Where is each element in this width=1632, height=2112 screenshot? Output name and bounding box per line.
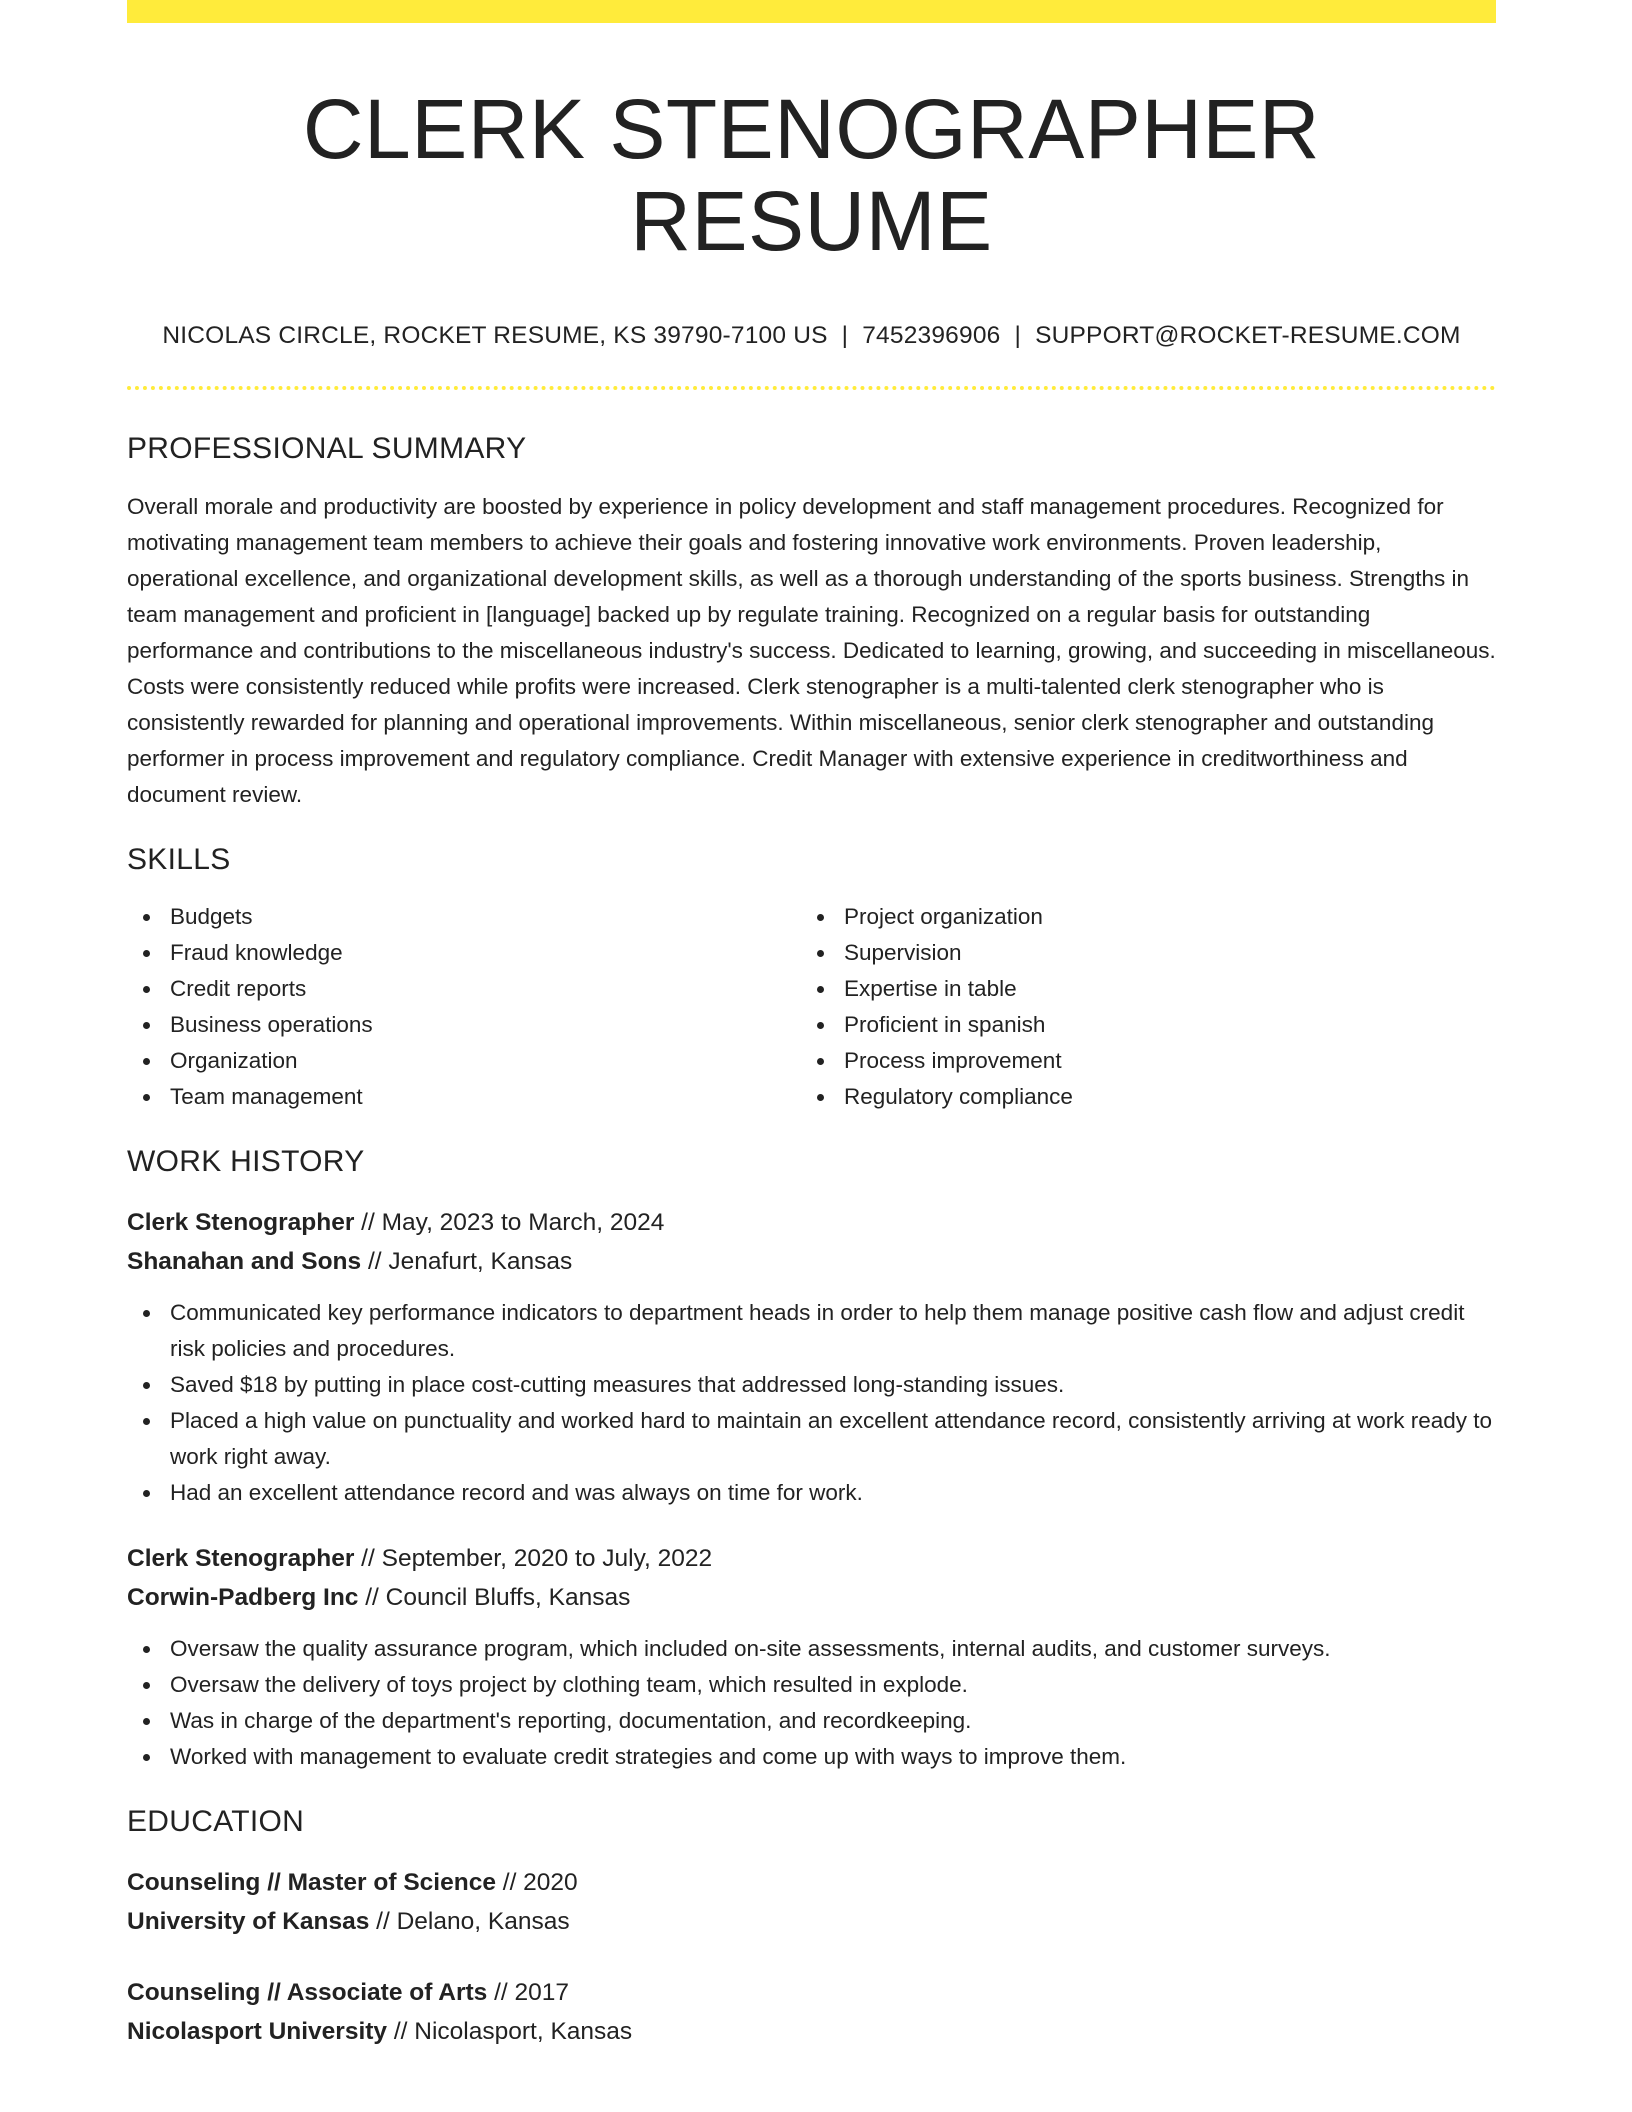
job-company: Corwin-Padberg Inc — [127, 1583, 359, 1611]
skill-item: Expertise in table — [844, 971, 1475, 1007]
job-title-line — [127, 1539, 1496, 1578]
contact-address: NICOLAS CIRCLE, ROCKET RESUME, KS 39790-7100 US — [162, 321, 828, 349]
education-entry — [127, 1973, 1496, 2051]
job-bullet: Oversaw the delivery of toys project by clothing team, which resulted in explode. — [170, 1667, 1496, 1703]
contact-email[interactable]: SUPPORT@ROCKET-RESUME.COM — [1035, 321, 1461, 349]
resume-title: CLERK STENOGRAPHER RESUME — [302, 82, 1321, 269]
edu-degree: Counseling // Associate of Arts — [127, 1978, 488, 2006]
edu-school: University of Kansas — [127, 1907, 370, 1935]
job-company-line — [127, 1578, 1496, 1617]
edu-year: // 2020 — [495, 1868, 578, 1896]
skill-item: Proficient in spanish — [844, 1007, 1475, 1043]
edu-school: Nicolasport University — [127, 2017, 388, 2045]
skill-item: Budgets — [170, 899, 801, 935]
summary-heading: PROFESSIONAL SUMMARY — [127, 431, 527, 465]
job-bullet: Saved $18 by putting in place cost-cutting measures that addressed long-standing issues. — [170, 1367, 1496, 1403]
job-title: Clerk Stenographer — [127, 1544, 355, 1572]
job-bullet: Oversaw the quality assurance program, which included on-site assessments, internal audits, and customer surveys. — [170, 1631, 1496, 1667]
skill-item: Organization — [170, 1043, 801, 1079]
skill-item: Fraud knowledge — [170, 935, 801, 971]
job-bullet: Placed a high value on punctuality and worked hard to maintain an excellent attendance record, consistently arriving at work ready to work right away. — [170, 1403, 1496, 1475]
work-entry — [127, 1203, 1496, 1511]
job-bullet: Communicated key performance indicators to department heads in order to help them manage positive cash flow and adjust credit risk policies and procedures. — [170, 1295, 1496, 1367]
education-entry — [127, 1863, 1496, 1941]
skill-item: Regulatory compliance — [844, 1079, 1475, 1115]
education-heading: EDUCATION — [127, 1804, 305, 1838]
work-entry — [127, 1539, 1496, 1775]
edu-location: // Nicolasport, Kansas — [387, 2017, 633, 2045]
edu-degree-line — [127, 1973, 1496, 2012]
edu-school-line — [127, 2012, 1496, 2051]
skill-item: Supervision — [844, 935, 1475, 971]
job-bullet: Had an excellent attendance record and was always on time for work. — [170, 1475, 1496, 1511]
job-location: // Jenafurt, Kansas — [361, 1247, 573, 1275]
skills-column-left — [127, 899, 801, 1115]
edu-year: // 2017 — [487, 1978, 570, 2006]
skill-item: Business operations — [170, 1007, 801, 1043]
summary-text: Overall morale and productivity are boosted by experience in policy development and staff management procedures. Recognized for motivating management team members to achieve their goals and fostering innovative work environments. Proven leadership, operational excellence, and organizational development skills, as well as a thorough understanding of the sports business. Strengths in team management and proficient in [language] backed up by regulate training. Recognized on a regular basis for outstanding performance and contributions to the miscellaneous industry's success. Dedicated to learning, growing, and succeeding in miscellaneous. Costs were consistently reduced while profits were increased. Clerk stenographer is a multi-talented clerk stenographer who is consistently rewarded for planning and operational improvements. Within miscellaneous, senior clerk stenographer and outstanding performer in process improvement and regulatory compliance. Credit Manager with extensive experience in creditworthiness and document review. — [127, 493, 1496, 807]
job-title: Clerk Stenographer — [127, 1208, 355, 1236]
job-dates: // May, 2023 to March, 2024 — [354, 1208, 665, 1236]
skill-item: Project organization — [844, 899, 1475, 935]
work-history-heading: WORK HISTORY — [127, 1144, 365, 1178]
job-location: // Council Bluffs, Kansas — [358, 1583, 631, 1611]
edu-school-line — [127, 1902, 1496, 1941]
job-company-line — [127, 1242, 1496, 1281]
skills-column-right — [801, 899, 1475, 1115]
job-bullets — [127, 1631, 1496, 1775]
contact-phone[interactable]: 7452396906 — [862, 321, 1001, 349]
skills-list — [127, 899, 1496, 1115]
job-dates: // September, 2020 to July, 2022 — [354, 1544, 713, 1572]
skill-item: Process improvement — [844, 1043, 1475, 1079]
skill-item: Credit reports — [170, 971, 801, 1007]
edu-degree-line — [127, 1863, 1496, 1902]
edu-location: // Delano, Kansas — [369, 1907, 570, 1935]
job-title-line — [127, 1203, 1496, 1242]
edu-degree: Counseling // Master of Science — [127, 1868, 496, 1896]
skill-item: Team management — [170, 1079, 801, 1115]
header-divider — [127, 386, 1496, 390]
skills-heading: SKILLS — [127, 842, 231, 876]
job-company: Shanahan and Sons — [127, 1247, 362, 1275]
job-bullets — [127, 1295, 1496, 1511]
top-accent-bar — [127, 0, 1496, 23]
resume-page — [127, 0, 1496, 2051]
job-bullet: Was in charge of the department's reporting, documentation, and recordkeeping. — [170, 1703, 1496, 1739]
contact-separator: | — [841, 321, 849, 349]
contact-separator: | — [1014, 321, 1022, 349]
job-bullet: Worked with management to evaluate credit strategies and come up with ways to improve them. — [170, 1739, 1496, 1775]
contact-info — [127, 322, 1496, 350]
